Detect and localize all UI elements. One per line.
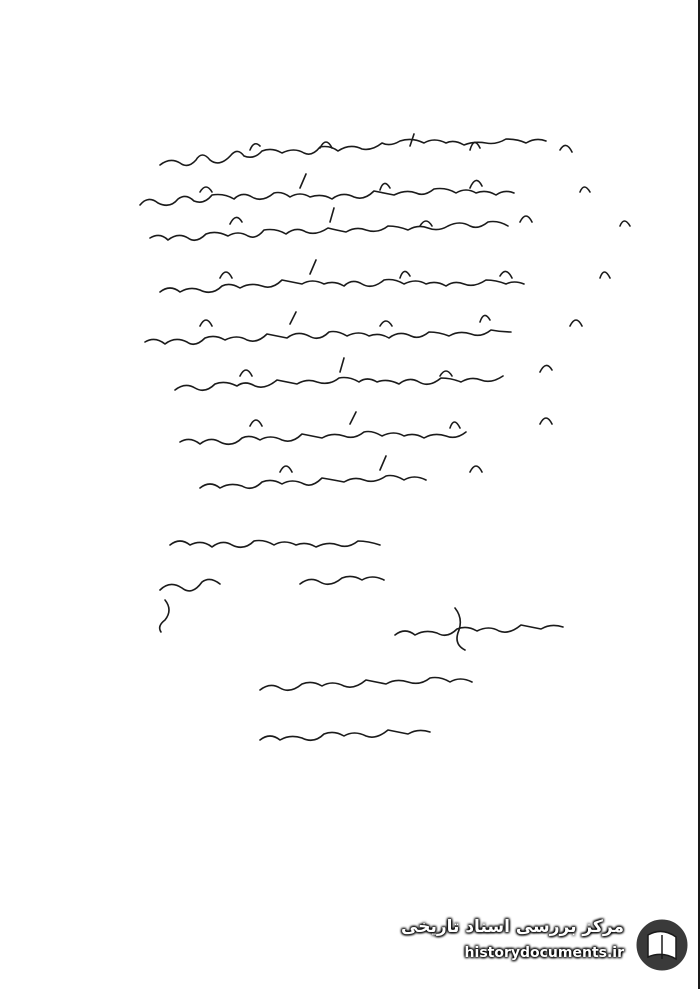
watermark <box>402 911 692 977</box>
watermark-title: مرکز بررسی اسناد تاریخی <box>401 917 624 937</box>
postscript-block <box>260 608 563 740</box>
handwritten-line-5 <box>145 312 582 344</box>
handwritten-line-8 <box>200 456 482 488</box>
handwritten-line-2 <box>140 174 590 205</box>
handwritten-line-1 <box>160 134 572 165</box>
book-seal-icon <box>632 915 692 975</box>
watermark-url: historydocuments.ir <box>464 945 624 961</box>
handwritten-line-6 <box>175 358 552 390</box>
handwritten-line-3 <box>150 208 630 240</box>
handwritten-line-7 <box>180 412 552 444</box>
signature-block <box>160 541 384 633</box>
handwritten-line-4 <box>160 260 610 292</box>
